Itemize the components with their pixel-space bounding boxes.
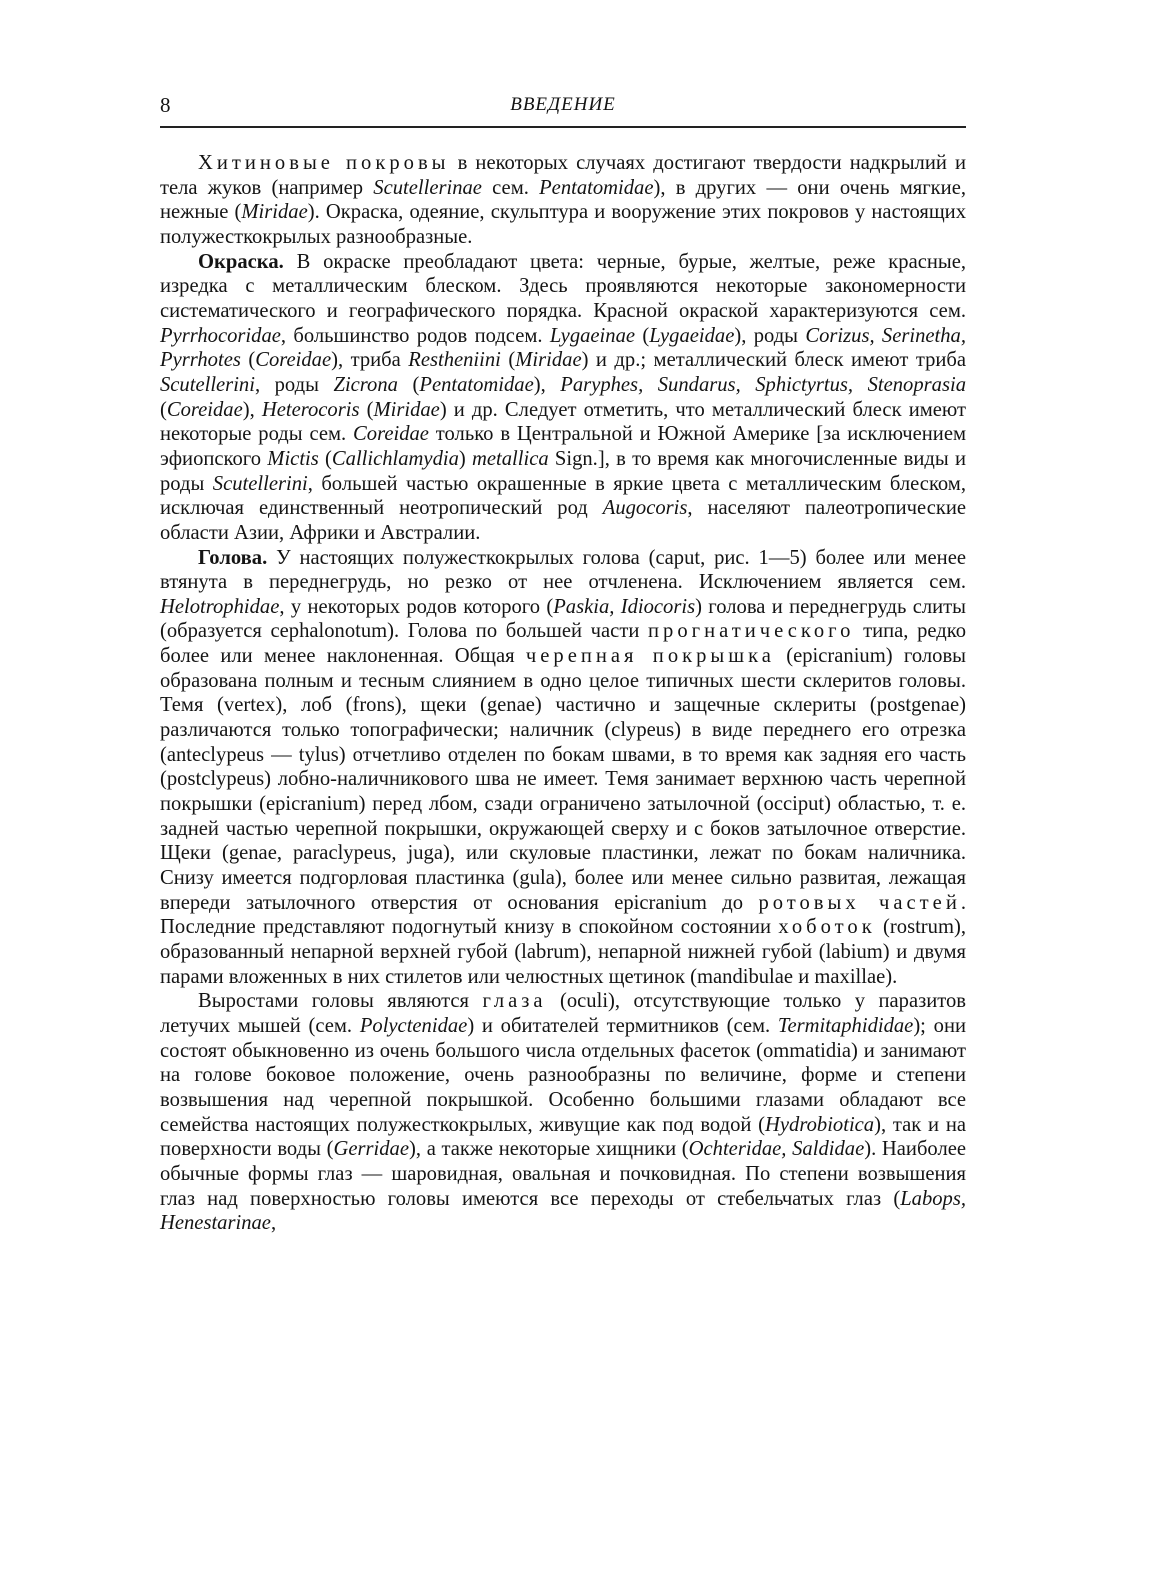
section-heading: Голова. [198, 546, 268, 569]
body-text [160, 151, 966, 1236]
text-run: типа, редко более или менее наклоненная. Общая [160, 620, 966, 668]
text-run: Sign.], в то время как многочисленные виды и роды [160, 447, 966, 495]
taxon-name: Miridae [373, 398, 440, 421]
text-run: У настоящих полужесткокрылых голова (caput, рис. 1—5) более или менее втянута в переднегрудь, но резко от нее отчленена. Исключением является сем. [160, 546, 966, 594]
taxon-name: Paskia, Idiocoris [553, 595, 696, 618]
taxon-name: Lygaeinae [549, 324, 636, 347]
taxon-name: Miridae [515, 349, 582, 372]
section-heading: Окраска. [198, 250, 284, 273]
text-run: ), роды [734, 324, 806, 347]
text-run: ) [458, 447, 473, 470]
taxon-name: Restheniini [408, 349, 501, 372]
taxon-name: Scutellerini [212, 472, 308, 495]
text-run: ); они состоят обыкновенно из очень большого числа отдельных фасеток (ommatidia) и занимают на голове боковое положение, очень разнообразны по величине, форме и степени возвышения над черепной покрышкой. Особенно большими глазами обладают все семейства настоящих полужесткокрылых, живущие как под водой ( [160, 1014, 966, 1136]
paragraph-integument [160, 151, 966, 250]
taxon-name: Miridae [241, 201, 308, 224]
text-run: ), в других — они очень мягкие, нежные ( [160, 176, 966, 224]
page-number: 8 [160, 93, 171, 117]
text-run: , у некоторых родов которого ( [279, 595, 554, 618]
taxon-name: Corizus, Serinetha, Pyrrhotes [160, 324, 967, 372]
spaced-term: хоботок [778, 916, 876, 939]
text-run: В окраске преобладают цвета: черные, бурые, желтые, реже красные, изредка с металлическим блеском. Здесь проявляются некоторые закономерности систематического и географического порядка. Красной окраской характеризуются сем. [160, 250, 966, 322]
text-run: ), а также некоторые хищники ( [409, 1138, 689, 1161]
text-run: ( [397, 373, 420, 396]
taxon-name: Pyrrhocoridae [160, 324, 281, 347]
text-run: ( [318, 447, 332, 470]
text-run: ), [533, 373, 561, 396]
text-run: (rostrum), образованный непарной верхней губой (labrum), непарной нижней губой (labium) и двумя парами вложенных в них стилетов или челюстных щетинок (mandibulae и maxillae). [160, 916, 966, 988]
paragraph-eyes [160, 989, 966, 1236]
text-run: ). Наиболее обычные формы глаз — шаровидная, овальная и почковидная. По степени возвышения глаз над поверхностью головы имеются все переходы от стебельчатых глаз ( [160, 1138, 967, 1210]
taxon-name: Augocoris [602, 497, 688, 520]
paragraph-coloration [160, 250, 966, 546]
taxon-name: Callichlamydia [331, 447, 459, 470]
text-run: ) голова и переднегрудь слиты (образуется cephalonotum). Голова по большей части [160, 595, 966, 643]
taxon-name: Pentatomidae [539, 176, 654, 199]
book-page [160, 92, 966, 1236]
taxon-name: Scutellerini [160, 373, 255, 396]
text-run: , населяют палеотропические области Азии, Африки и Австралии. [160, 497, 966, 544]
spaced-term: черепная покрышка [525, 645, 775, 668]
text-run: ). Окраска, одеяние, скульптура и вооружение этих покровов у настоящих полужесткокрылых разнообразные. [160, 201, 966, 248]
taxon-name: Polyctenidae [359, 1014, 468, 1037]
spaced-term: прогнатического [648, 620, 855, 643]
running-header [160, 92, 966, 128]
text-run: ( [240, 349, 256, 372]
taxon-name: Hydrobiotica [765, 1113, 875, 1136]
taxon-name: metallica [472, 447, 549, 470]
text-run: , большинство родов подсем. [280, 324, 550, 347]
text-run: сем. [481, 176, 540, 199]
spaced-term: глаза [482, 990, 547, 1013]
text-run: ( [359, 398, 374, 421]
text-run: , [270, 1212, 277, 1235]
taxon-name: Coreidae [353, 423, 429, 446]
text-run: только в Центральной и Южной Америке [за исключением эфиопского [160, 423, 966, 470]
text-run: ) и обитателей термитников (сем. [467, 1014, 778, 1037]
text-run: . Последние представляют подогнутый книзу в спокойном состоянии [160, 891, 967, 939]
paragraph-head [160, 546, 966, 990]
taxon-name: Mictis [267, 447, 319, 470]
taxon-name: Gerridae [333, 1138, 409, 1161]
running-title: ВВЕДЕНИЕ [510, 94, 616, 115]
taxon-name: Paryphes, Sundarus, Sphictyrtus, Stenoprasia [560, 373, 966, 396]
taxon-name: Ochteridae, Saldidae [688, 1138, 865, 1161]
text-run: , роды [254, 373, 334, 396]
taxon-name: Coreidae [166, 398, 243, 421]
taxon-name: Termitaphididae [777, 1014, 914, 1037]
spaced-term: ротовых частей [758, 891, 961, 914]
text-run: (epicranium) головы образована полным и тесным слиянием в одно целое типичных шести склеритов головы. Темя (vertex), лоб (frons), щеки (genae) частично и защечные склериты (postgenae) различаются только топографически; наличник (clypeus) в виде переднего его отрезка (anteclypeus — tylus) отчетливо отделен по бокам швами, в то время как задняя его часть (postclypeus) лобно-наличникового шва не имеет. Темя занимает верхнюю часть черепной покрышки (epicranium) перед лбом, сзади ограничено затылочной (occiput) областью, т. е. задней частью черепной покрышки, окружающей сверху и с боков затылочное отверстие. Щеки (genae, paraclypeus, juga), или скуловые пластинки, лежат по бокам наличника. Снизу имеется подгорловая пластинка (gula), более или менее сильно развитая, лежащая впереди затылочного отверстия от основания epicranium до [160, 645, 966, 914]
spaced-term: Хитиновые покровы [198, 152, 450, 174]
taxon-name: Zicrona [333, 373, 398, 396]
text-run: ( [635, 324, 650, 347]
taxon-name: Labops, Henestarinae [160, 1187, 966, 1235]
taxon-name: Coreidae [255, 349, 332, 372]
text-run: ), [242, 398, 262, 421]
taxon-name: Helotrophidae [160, 595, 280, 618]
text-run: ), так и на поверхности воды ( [160, 1113, 967, 1161]
text-run: ) и др.; металлический блеск имеют триба [581, 349, 967, 372]
text-run: (oculi), отсутствующие только у паразитов летучих мышей (сем. [160, 990, 966, 1037]
text-run: ) и др. Следует отметить, что металлический блеск имеют некоторые роды сем. [160, 398, 966, 446]
text-run: в некоторых случаях достигают твердости надкрылий и тела жуков (например [160, 152, 966, 199]
text-run: Выростами головы являются [198, 990, 483, 1013]
taxon-name: Scutellerinae [373, 176, 482, 199]
text-run: , большей частью окрашенные в яркие цвета с металлическим блеском, исключая единственный неотропический род [160, 472, 966, 520]
text-run: ( [160, 398, 167, 421]
taxon-name: Lygaeidae [649, 324, 735, 347]
taxon-name: Heterocoris [261, 398, 360, 421]
text-run: ( [500, 349, 516, 372]
taxon-name: Pentatomidae [419, 373, 534, 396]
text-run: ), триба [331, 349, 409, 372]
